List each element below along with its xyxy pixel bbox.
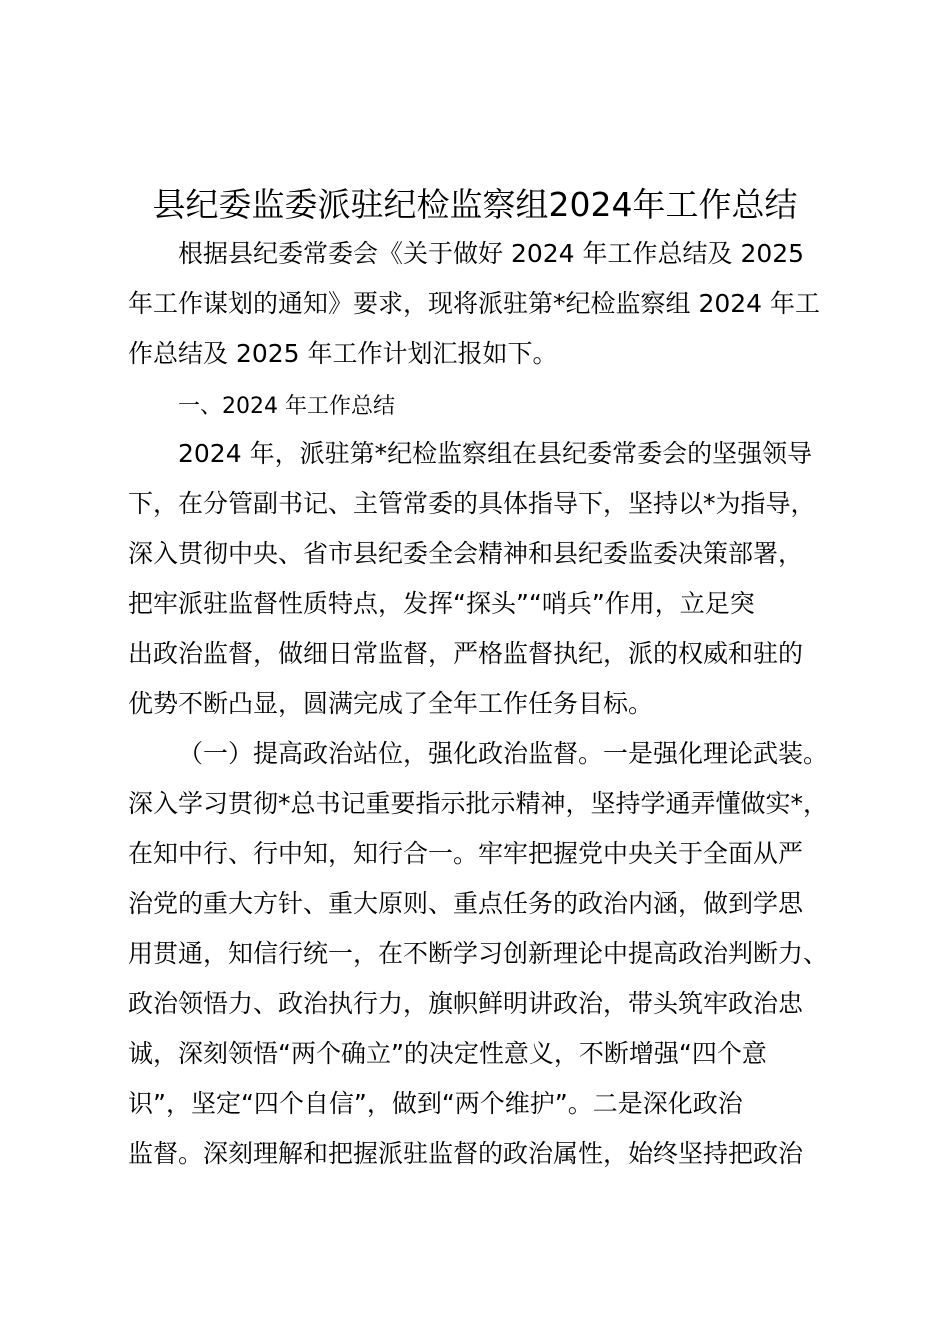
intro-line-3: 作总结及 2025 年工作计划汇报如下。 [128, 339, 558, 368]
subsection1-line-1: （一）提高政治站位，强化政治监督。一是强化理论武装。 [178, 739, 829, 768]
subsection1-line-9: 监督。深刻理解和把握派驻监督的政治属性，始终坚持把政治 [128, 1139, 804, 1168]
subsection1-line-4: 治党的重大方针、重大原则、重点任务的政治内涵，做到学思 [128, 889, 804, 918]
section1-line-5: 出政治监督，做细日常监督，严格监督执纪，派的权威和驻的 [128, 639, 804, 668]
subsection1-line-5: 用贯通，知信行统一，在不断学习创新理论中提高政治判断力、 [128, 939, 829, 968]
subsection1-line-7: 诚，深刻领悟“两个确立”的决定性意义，不断增强“四个意 [128, 1039, 767, 1068]
subsection1-line-3: 在知中行、行中知，知行合一。牢牢把握党中央关于全面从严 [128, 839, 804, 868]
subsection1-line-2: 深入学习贯彻*总书记重要指示批示精神，坚持学通弄懂做实*， [128, 789, 829, 818]
section1-line-6: 优势不断凸显，圆满完成了全年工作任务目标。 [128, 689, 654, 718]
section1-line-1: 2024 年，派驻第*纪检监察组在县纪委常委会的坚强领导 [178, 439, 813, 468]
subsection1-line-6: 政治领悟力、政治执行力，旗帜鲜明讲政治，带头筑牢政治忠 [128, 989, 804, 1018]
subsection1-line-8: 识”，坚定“四个自信”，做到“两个维护”。二是深化政治 [128, 1089, 743, 1118]
section1-line-4: 把牢派驻监督性质特点，发挥“探头”“哨兵”作用，立足突 [128, 589, 755, 618]
section1-line-2: 下，在分管副书记、主管常委的具体指导下，坚持以*为指导， [128, 489, 816, 518]
intro-line-1: 根据县纪委常委会《关于做好 2024 年工作总结及 2025 [178, 239, 805, 268]
section-heading: 一、2024 年工作总结 [178, 394, 395, 419]
document-title: 县纪委监委派驻纪检监察组2024年工作总结 [152, 185, 798, 224]
intro-line-2: 年工作谋划的通知》要求，现将派驻第*纪检监察组 2024 年工 [128, 289, 821, 318]
section1-line-3: 深入贯彻中央、省市县纪委全会精神和县纪委监委决策部署， [128, 539, 804, 568]
